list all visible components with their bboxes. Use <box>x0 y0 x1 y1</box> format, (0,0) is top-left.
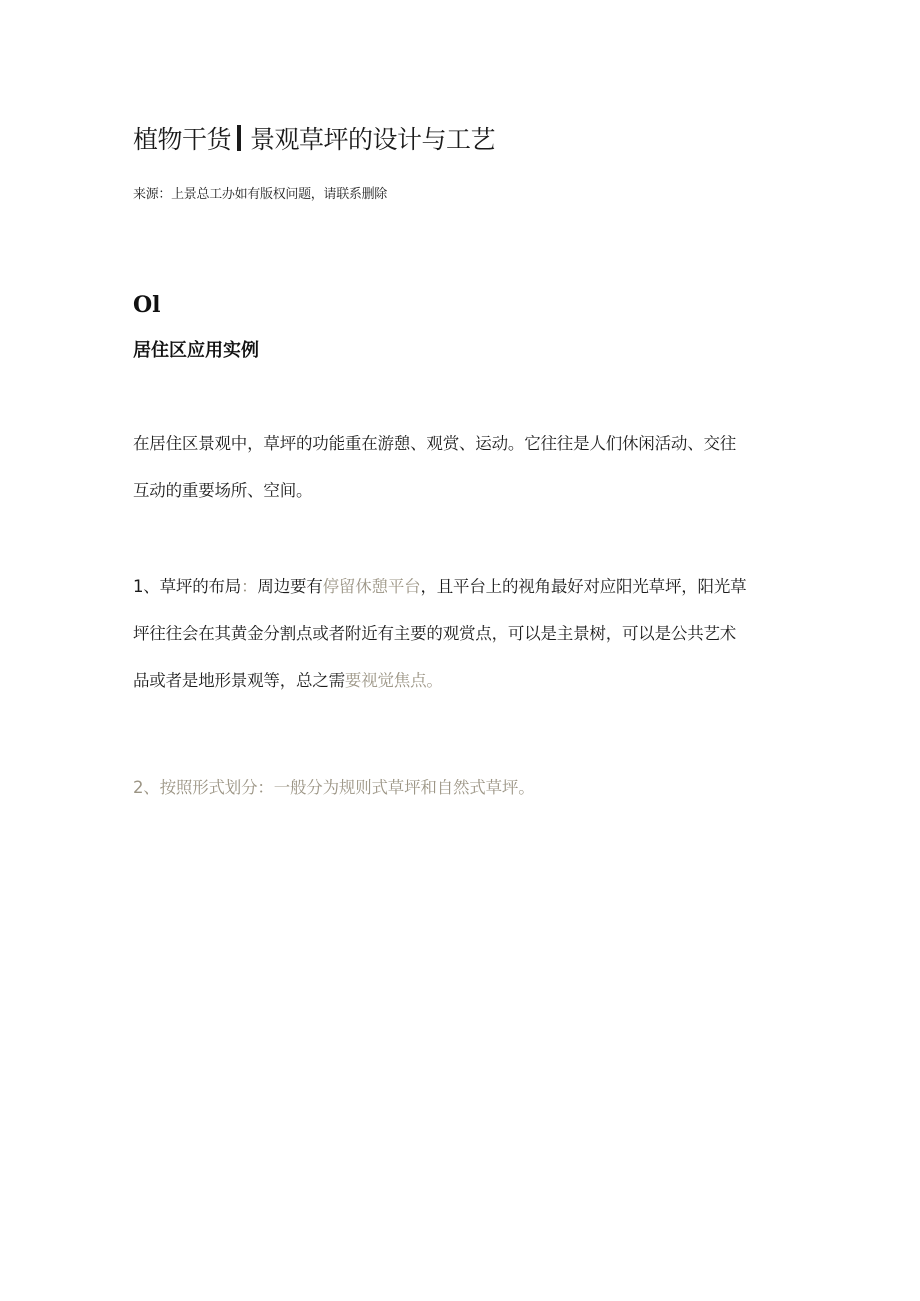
intro-line-1: 在居住区景观中，草坪的功能重在游憩、观赏、运动。它往往是人们休闲活动、交往 <box>133 434 737 453</box>
title-category: 植物干货 <box>133 125 232 154</box>
title-main: 景观草坪的设计与工艺 <box>250 125 496 154</box>
section-title: 居住区应用实例 <box>133 340 259 361</box>
section-number: Ol <box>133 292 161 318</box>
layout-line-3 <box>133 657 793 704</box>
layout-highlight-focus: 要视觉焦点。 <box>344 671 443 690</box>
layout-colon: ： <box>241 577 258 596</box>
layout-text-2: ，且平台上的视角最好对应阳光草坪，阳光草 <box>420 577 747 596</box>
layout-lead: 1、草坪的布局 <box>133 577 242 596</box>
title-separator-bar <box>237 125 241 151</box>
intro-line-2: 互动的重要场所、空间。 <box>133 481 313 500</box>
document-title <box>133 122 495 158</box>
layout-line-3-text: 品或者是地形景观等，总之需 <box>133 671 345 690</box>
source-note: 来源：上景总工办如有版权问题，请联系删除 <box>133 187 388 202</box>
layout-paragraph <box>133 563 793 704</box>
layout-text-1: 周边要有 <box>257 577 323 596</box>
layout-line-2: 坪往往会在其黄金分割点或者附近有主要的观赏点，可以是主景树，可以是公共艺术 <box>133 624 737 643</box>
form-paragraph: 2、按照形式划分：一般分为规则式草坪和自然式草坪。 <box>133 778 535 797</box>
intro-paragraph <box>133 420 793 514</box>
layout-line-1 <box>133 563 793 610</box>
layout-highlight-platform: 停留休憩平台 <box>322 577 421 596</box>
